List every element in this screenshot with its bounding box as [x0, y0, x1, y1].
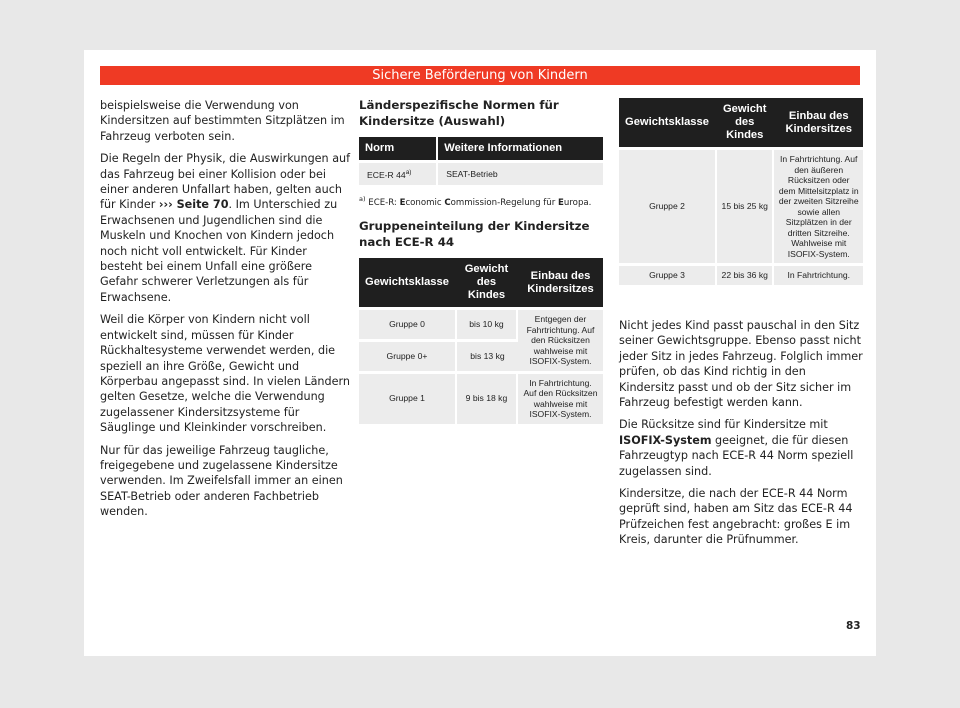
- table-header: Gewichtsklasse: [359, 258, 457, 307]
- text: . Im Unterschied zu Erwachsenen und Jugendlichen sind die Muskeln und Knochen von Kindern jedoch noch nicht voll entwickelt. Für Kinder besteht bei einem Unfall eine größere Gefahr schwerer Verletzungen als für Erwachsene.: [100, 198, 338, 304]
- paragraph: beispielsweise die Verwendung von Kindersitzen auf bestimmten Sitzplätzen im Fahrzeug verboten sein.: [100, 99, 345, 143]
- groups-table-continued: [619, 98, 863, 285]
- section-header: Sichere Beförderung von Kindern: [100, 66, 860, 85]
- table-cell: SEAT-Betrieb: [438, 160, 603, 185]
- table-cell: 9 bis 18 kg: [457, 371, 518, 424]
- table-row: [359, 307, 603, 339]
- paragraph: Nicht jedes Kind passt pauschal in den Sitz seiner Gewichtsgruppe. Ebenso passt nicht jeder Sitz in jedes Fahrzeug. Folglich immer prüfen, ob das Kind richtig in den Kindersitz passt und ob der Sitz sicher im Fahrzeug befestigt werden kann.: [619, 319, 863, 410]
- table-cell: Gruppe 0: [359, 307, 457, 339]
- table-cell: 15 bis 25 kg: [717, 147, 775, 263]
- table-cell: 22 bis 36 kg: [717, 263, 775, 285]
- table-cell: bis 13 kg: [457, 339, 518, 371]
- table-cell: In Fahrtrichtung. Auf den äußeren Rücksitzen oder dem Mittelsitzplatz in der zweiten Sitzreihe sowie allen Sitzplätzen in der dritten Sitzreihe. Wahlweise mit ISOFIX-System.: [774, 147, 863, 263]
- column-2: [359, 98, 603, 424]
- table-header: Gewicht des Kindes: [717, 98, 775, 147]
- table-header: Gewichtsklasse: [619, 98, 717, 147]
- table-header: Einbau des Kindersitzes: [774, 98, 863, 147]
- page-reference-link[interactable]: ››› Seite 70: [158, 198, 229, 212]
- column-3-table: [619, 98, 863, 285]
- table-cell: In Fahrtrichtung.: [774, 263, 863, 285]
- text: geeignet, die für diesen Fahrzeugtyp nach ECE-R 44 Norm speziell zugelassen sind.: [619, 433, 854, 478]
- table-cell: Gruppe 1: [359, 371, 457, 424]
- table-cell: Gruppe 3: [619, 263, 717, 285]
- table-header: Einbau des Kindersitzes: [518, 258, 603, 307]
- paragraph: Kindersitze, die nach der ECE-R 44 Norm geprüft sind, haben am Sitz das ECE-R 44 Prüfzeichen fest angebracht: großes E im Kreis, darunter die Prüfnummer.: [619, 487, 853, 547]
- table-row: [619, 147, 863, 263]
- table-cell: In Fahrtrichtung. Auf den Rücksitzen wahlweise mit ISOFIX-System.: [518, 371, 603, 424]
- isofix-term: ISOFIX-System: [619, 433, 712, 447]
- paragraph: [619, 417, 863, 479]
- paragraph: [100, 151, 352, 305]
- table-header: Gewicht des Kindes: [457, 258, 518, 307]
- table-cell: ECE-R 44$^{a)}$: [359, 160, 438, 185]
- table-row: [359, 160, 603, 185]
- norms-table: [359, 137, 603, 185]
- section-heading: Länderspezifische Normen für Kindersitze (Auswahl): [359, 98, 559, 128]
- page-number: 83: [846, 620, 861, 632]
- table-cell: bis 10 kg: [457, 307, 518, 339]
- paragraph: Weil die Körper von Kindern nicht voll entwickelt sind, müssen für Kinder Rückhaltesysteme verwendet werden, die speziell an ihre Größe, Gewicht und Körperbau angepasst sind. In vielen Ländern gelten Gesetze, welche die Verwendung zugelassener Kindersitzsysteme für Säuglinge und Kleinkinder vorschreiben.: [100, 313, 350, 435]
- table-row: [619, 263, 863, 285]
- table-header: Weitere Informationen: [438, 137, 603, 160]
- groups-table: [359, 258, 603, 424]
- table-header: Norm: [359, 137, 438, 160]
- table-cell: Gruppe 2: [619, 147, 717, 263]
- table-cell: Gruppe 0+: [359, 339, 457, 371]
- text: Die Rücksitze sind für Kindersitze mit: [619, 418, 828, 432]
- footnote: $^{a)}$ ECE-R: Economic Commission-Regelung für Europa.: [359, 195, 592, 209]
- text: Die Regeln der Physik, die Auswirkungen auf das Fahrzeug bei einer Kollision oder bei einer anderen Unfallart haben, gelten auch für Kinder: [100, 152, 351, 212]
- table-cell: Entgegen der Fahrtrichtung. Auf den Rücksitzen wahlweise mit ISOFIX-System.: [518, 307, 603, 371]
- paragraph: Nur für das jeweilige Fahrzeug taugliche, freigegebene und zugelassene Kindersitze verwenden. Im Zweifelsfall immer an einen SEAT-Betrieb oder anderen Fachbetrieb wenden.: [100, 443, 343, 519]
- table-row: [359, 371, 603, 424]
- column-1: [100, 98, 352, 527]
- section-heading: Gruppeneinteilung der Kindersitze nach ECE-R 44: [359, 219, 590, 249]
- column-3: [619, 318, 863, 555]
